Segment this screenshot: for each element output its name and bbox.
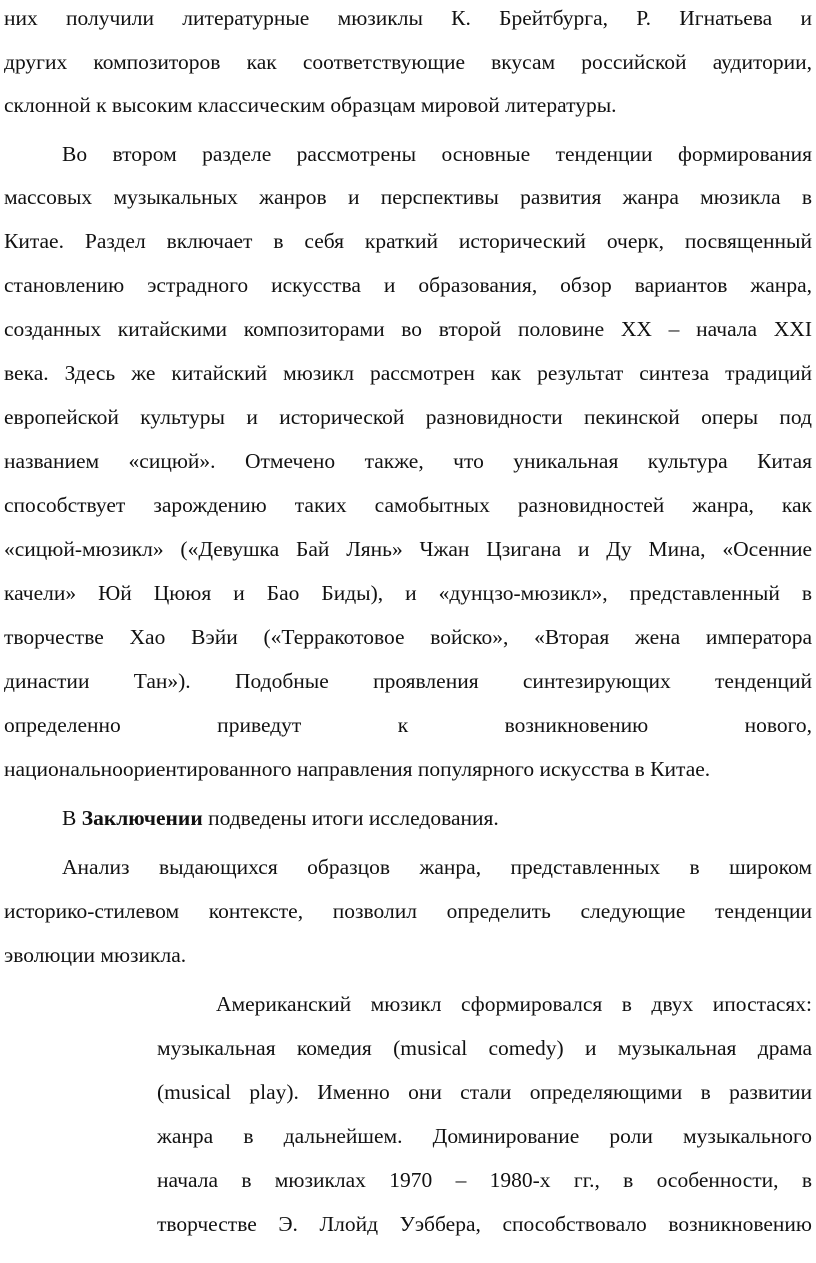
text-line: национальноориентированного направления популярного искусства в Китае. bbox=[4, 757, 711, 781]
list-line: музыкальная комедия (musical comedy) и музыкальная драма bbox=[157, 1036, 812, 1060]
text-line: эволюции мюзикла. bbox=[4, 943, 187, 967]
text-line: названием «сицюй». Отмечено также, что уникальная культура Китая bbox=[4, 449, 812, 473]
text-line: способствует зарождению таких самобытных разновидностей жанра, как bbox=[4, 493, 812, 517]
text-line: творчестве Хао Вэйи («Терракотовое войско», «Вторая жена императора bbox=[4, 625, 812, 649]
text-line: династии Тан»). Подобные проявления синтезирующих тенденций bbox=[4, 669, 812, 693]
text-line: историко-стилевом контексте, позволил определить следующие тенденции bbox=[4, 899, 812, 923]
list-line: (musical play). Именно они стали определяющими в развитии bbox=[157, 1080, 812, 1104]
text-line: качели» Юй Цююя и Бао Биды), и «дунцзо-мюзикл», представленный в bbox=[4, 581, 812, 605]
text-line: века. Здесь же китайский мюзикл рассмотрен как результат синтеза традиций bbox=[4, 361, 812, 385]
conclusion-suffix: подведены итоги исследования. bbox=[208, 806, 499, 830]
text-line: Китае. Раздел включает в себя краткий исторический очерк, посвященный bbox=[4, 229, 812, 253]
text-line: других композиторов как соответствующие вкусам российской аудитории, bbox=[4, 50, 812, 74]
text-line: склонной к высоким классическим образцам мировой литературы. bbox=[4, 93, 617, 117]
text-line: становлению эстрадного искусства и образования, обзор вариантов жанра, bbox=[4, 273, 812, 297]
text-line: европейской культуры и исторической разновидности пекинской оперы под bbox=[4, 405, 812, 429]
text-line: «сицюй-мюзикл» («Девушка Бай Лянь» Чжан Цзигана и Ду Мина, «Осенние bbox=[4, 537, 812, 561]
text-line: определенно приведут к возникновению нового, bbox=[4, 713, 812, 737]
text-line: массовых музыкальных жанров и перспективы развития жанра мюзикла в bbox=[4, 185, 812, 209]
conclusion-prefix: В bbox=[62, 806, 77, 830]
conclusion-bold: Заключении bbox=[81, 806, 203, 830]
list-line: жанра в дальнейшем. Доминирование роли музыкального bbox=[157, 1124, 812, 1148]
list-line: начала в мюзиклах 1970 – 1980-х гг., в особенности, в bbox=[157, 1168, 812, 1192]
text-line: Во втором разделе рассмотрены основные тенденции формирования bbox=[62, 142, 812, 166]
conclusion-line bbox=[62, 803, 812, 833]
text-line: них получили литературные мюзиклы К. Брейтбурга, Р. Игнатьева и bbox=[4, 6, 812, 30]
list-line: творчестве Э. Ллойд Уэббера, способствовало возникновению bbox=[157, 1212, 812, 1236]
list-line: Американский мюзикл сформировался в двух ипостасях: bbox=[216, 992, 812, 1016]
text-line: созданных китайскими композиторами во второй половине XX – начала XXI bbox=[4, 317, 812, 341]
text-line: Анализ выдающихся образцов жанра, представленных в широком bbox=[62, 855, 812, 879]
